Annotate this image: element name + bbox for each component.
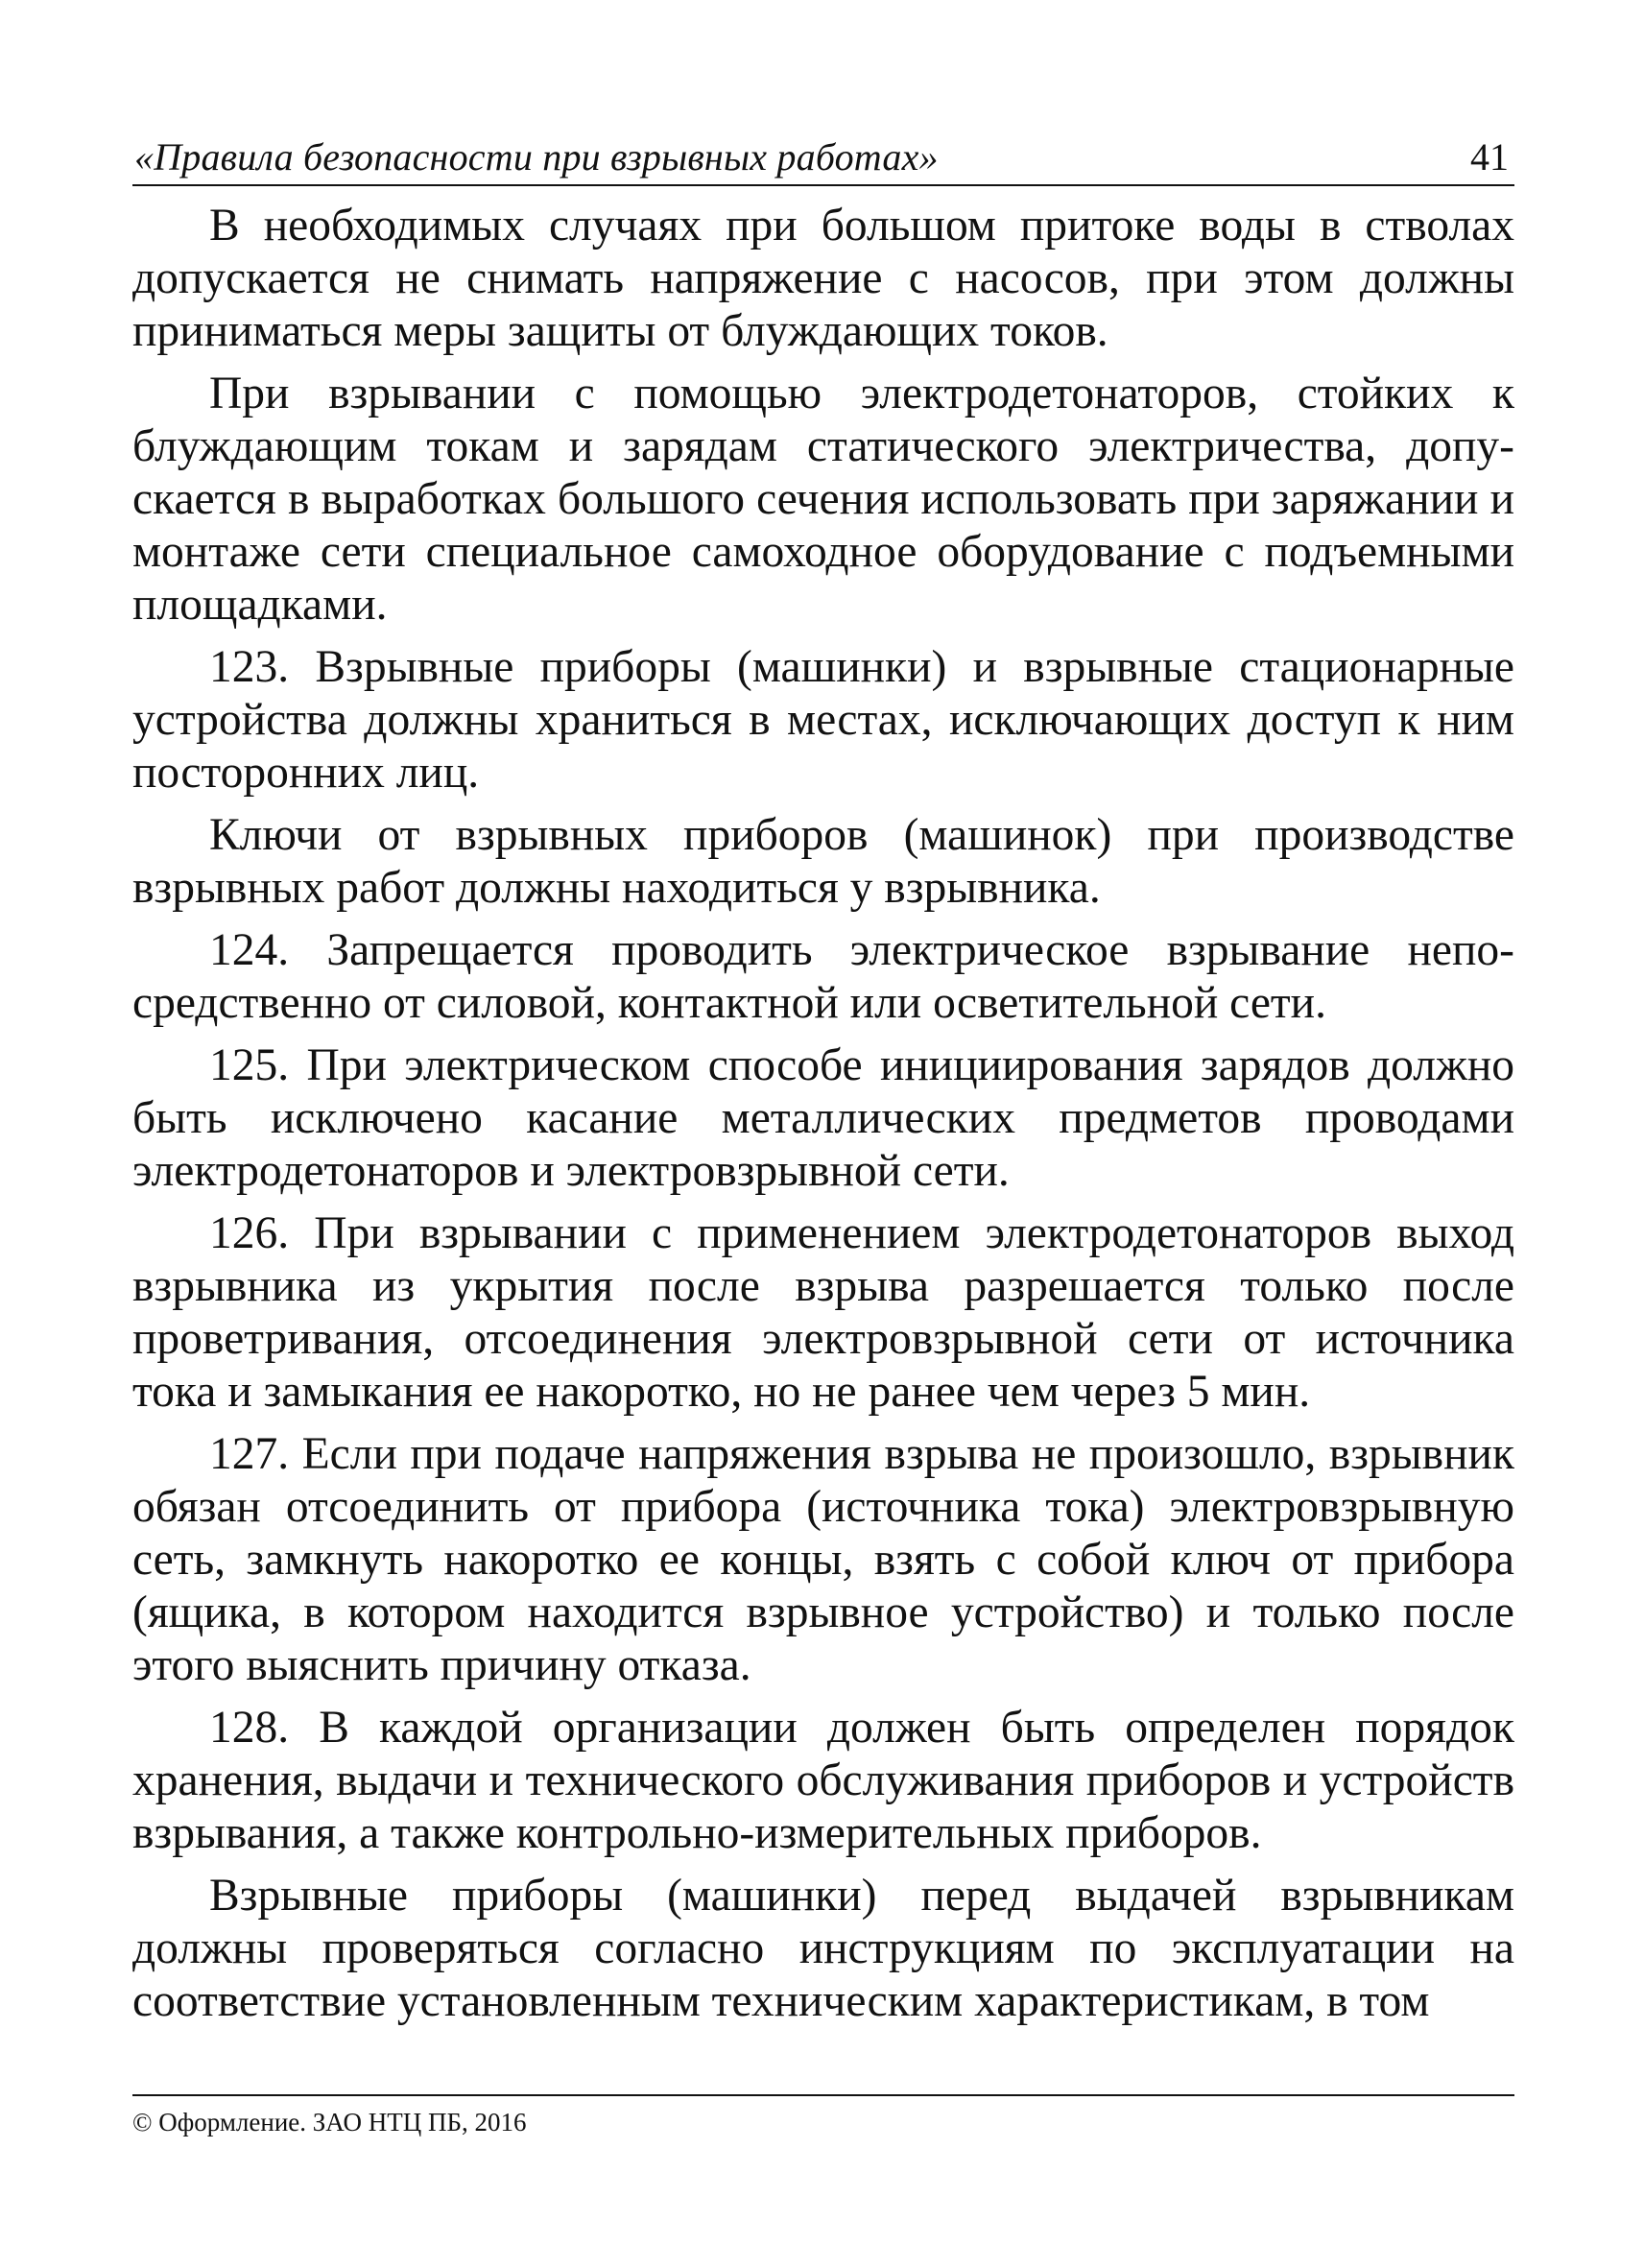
paragraph: 127. Если при подаче напряжения взрыва не произошло, взрывник обязан отсоединить от прибора (источника тока) электровзрывную сеть, замкнуть накоротко ее концы, взять с собой ключ от прибора (ящика, в котором находится взрывное устройство) и только после этого выяснить причину отказа. (132, 1429, 1514, 1690)
paragraph: 125. При электрическом способе инициирования зарядов должно быть исключено касание металлических предметов проводами электродетонаторов и электровзрывной сети. (132, 1040, 1514, 1196)
paragraph: 124. Запрещается проводить электрическое взрывание непосредственно от силовой, контактной или осветительной сети. (132, 925, 1514, 1028)
running-header (132, 125, 1514, 186)
header-title: «Правила безопасности при взрывных работах» (134, 135, 939, 179)
document-page (132, 125, 1514, 2038)
paragraph: 128. В каждой организации должен быть определен порядок хранения, выдачи и технического обслуживания приборов и устройств взрывания, а также контрольно-измерительных приборов. (132, 1703, 1514, 1858)
copyright-notice: © Оформление. ЗАО НТЦ ПБ, 2016 (132, 2108, 527, 2137)
paragraph: Ключи от взрывных приборов (машинок) при производстве взрывных работ должны находиться у взрывника. (132, 810, 1514, 913)
paragraph: 123. Взрывные приборы (машинки) и взрывные стационарные устройства должны храниться в местах, исключающих доступ к ним посторонних лиц. (132, 642, 1514, 798)
body-text (132, 200, 1514, 2028)
page-number: 41 (1470, 135, 1509, 179)
paragraph: При взрывании с помощью электродетонаторов, стойких к блуждающим токам и зарядам статического электричества, допускается в выработках большого сечения использовать при заряжании и монтаже сети специальное самоходное оборудование с подъемными площадками. (132, 369, 1514, 630)
paragraph: В необходимых случаях при большом притоке воды в стволах допускается не снимать напряжение с насосов, при этом должны приниматься меры защиты от блуждающих токов. (132, 201, 1514, 356)
paragraph: 126. При взрывании с применением электродетонаторов выход взрывника из укрытия после взрыва разрешается только после проветривания, отсоединения электровзрывной сети от источника тока и замыкания ее накоротко, но не ранее чем через 5 мин. (132, 1208, 1514, 1417)
paragraph: Взрывные приборы (машинки) перед выдачей взрывникам должны проверяться согласно инструкциям по эксплуатации на соответствие установленным техническим характеристикам, в том (132, 1871, 1514, 2026)
page-footer (132, 2094, 1514, 2137)
